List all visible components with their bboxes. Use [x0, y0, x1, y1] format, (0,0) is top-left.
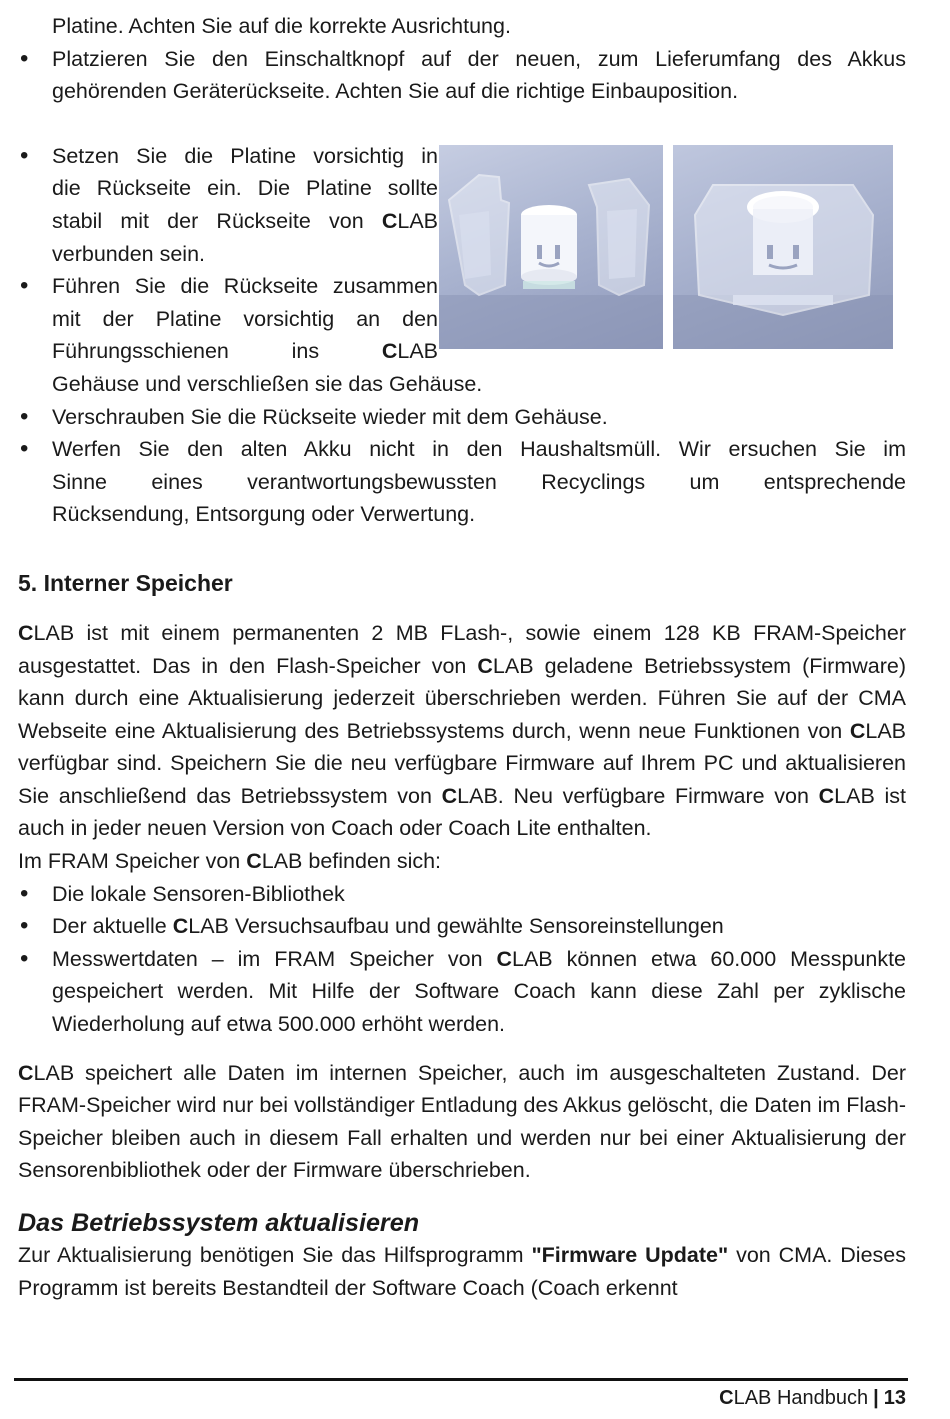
list-item-line: mit der Platine vorsichtig an den [52, 306, 438, 331]
intro-text: Platine. Achten Sie auf die korrekte Ausrichtung. [52, 14, 511, 38]
list-item [18, 401, 906, 434]
paragraph-text: LAB speichert alle Daten im internen Speicher, auch im ausgeschalteten Zustand. Der FRAM-Speicher wird nur bei vollständiger Entladung des Akkus gelöscht, die Daten im Flash-Speicher bleiben auch in diesem Fall erhalten und werden nur bei einer Aktualisierung der Sensorenbibliothek oder der Firmware überschrieben. [18, 1060, 906, 1183]
brand-rest: LAB [397, 208, 438, 233]
brand-c: C [477, 653, 493, 678]
brand-c: C [381, 208, 398, 233]
brand-rest: LAB [397, 339, 438, 364]
brand-c: C [18, 620, 34, 645]
bullet-icon [20, 270, 30, 303]
list-item-text-part: LAB können etwa 60.000 Messpunkte gespeichert werden. Mit Hilfe der Software Coach kann diese Zahl per zyklische Wiederholung auf etwa 500.000 erhöht werden. [52, 946, 906, 1037]
list-item [18, 140, 438, 270]
bullet-icon [20, 910, 30, 943]
list-item-line [52, 335, 438, 368]
paragraph-memory [18, 617, 906, 845]
footer-title: LAB Handbuch [733, 1387, 869, 1409]
list-item-line: gehörenden Geräterückseite. Achten Sie auf die richtige Einbauposition. [52, 79, 739, 104]
paragraph-text: Im FRAM Speicher von [18, 849, 247, 874]
list-item [18, 910, 906, 943]
list-item-text [52, 943, 906, 1041]
brand-c: C [172, 914, 189, 939]
list-item-line: Verschrauben Sie die Rückseite wieder mit dem Gehäuse. [52, 404, 608, 429]
list-item-text: Die lokale Sensoren-Bibliothek [52, 881, 345, 906]
paragraph-text: Zur Aktualisierung benötigen Sie das Hilfsprogramm [18, 1243, 532, 1267]
list-item-text-part: LAB Versuchsaufbau und gewählte Sensoreinstellungen [188, 914, 724, 939]
bullet-icon [20, 401, 30, 434]
brand-c: C [496, 946, 512, 971]
list-item-line: Rücksendung, Entsorgung oder Verwertung. [52, 502, 476, 527]
photo-button-assembled [673, 145, 893, 349]
bullet-icon [20, 943, 30, 976]
list-item-text-part: Der aktuelle [52, 914, 173, 939]
bullet-icon [20, 140, 30, 173]
spacer [18, 108, 906, 140]
brand-c: C [18, 1060, 34, 1085]
list-item [18, 943, 906, 1041]
list-item-line: Werfen Sie den alten Akku nicht in den Haushaltsmüll. Wir ersuchen Sie im [52, 437, 906, 462]
list-item-text: stabil mit der Rückseite von [52, 208, 382, 233]
paragraph-text: LAB ist mit einem permanenten 2 MB FLash-, sowie einem 128 KB FRAM-Speicher ausgestattet. Das in den Flash-Speicher von [18, 620, 906, 678]
list-item-line: verbunden sein. [52, 241, 205, 266]
bullet-icon [20, 43, 30, 76]
spacer [18, 1041, 906, 1057]
page-number: 13 [883, 1387, 906, 1409]
brand-c: C [441, 783, 458, 808]
spacer [18, 599, 906, 617]
photo-button-assembled-drawing [673, 145, 893, 349]
brand-c: C [246, 849, 262, 874]
bullet-icon [20, 878, 30, 911]
photo-row [439, 145, 894, 349]
spacer [18, 1187, 906, 1207]
list-item [18, 878, 906, 911]
paragraph-storage [18, 1057, 906, 1187]
section-heading: 5. Interner Speicher [18, 569, 233, 596]
paragraph-text: LAB ist auch in jeder neuen Version von Coach oder Coach Lite enthalten. [18, 783, 906, 841]
paragraph-text: LAB befinden sich: [261, 849, 442, 874]
list-item-text-part: Messwertdaten – im FRAM Speicher von [52, 946, 497, 971]
list-item-text [52, 910, 906, 943]
list-item [18, 433, 906, 531]
spacer [18, 531, 906, 567]
list-item-line: die Rückseite ein. Die Platine sollte [52, 176, 438, 201]
page-footer [719, 1384, 906, 1412]
paragraph-text: LAB verfügbar sind. Speichern Sie die neu verfügbare Firmware auf Ihrem PC und aktualisieren Sie anschließend das Betriebssystem von [18, 718, 906, 808]
footer-separator: | [873, 1387, 879, 1409]
brand-c: C [381, 339, 398, 364]
list-item-text: Führungsschienen ins [52, 339, 382, 364]
paragraph-text: von CMA. Dieses Programm ist bereits Bestandteil der Software Coach (Coach erkennt [18, 1243, 906, 1300]
paragraph-text: LAB. Neu verfügbare Firmware von [457, 783, 819, 808]
list-item-line: Platzieren Sie den Einschaltknopf auf der neuen, zum Lieferumfang des Akkus [52, 46, 906, 71]
list-item-line: Führen Sie die Rückseite zusammen [52, 274, 438, 299]
paragraph-text: LAB geladene Betriebssystem (Firmware) kann durch eine Aktualisierung jederzeit überschrieben werden. Führen Sie auf der CMA Webseite eine Aktualisierung des Betriebssystems durch, wenn neue Funktionen von [18, 653, 906, 743]
list-item-line: Sinne eines verantwortungsbewussten Recyclings um entsprechende [52, 469, 906, 494]
bullet-icon [20, 433, 30, 466]
brand-c: C [849, 718, 866, 743]
paragraph-update [18, 1239, 906, 1304]
intro-line [18, 10, 906, 43]
program-name: "Firmware Update" [531, 1243, 729, 1267]
bullet-list-top [18, 43, 906, 108]
fram-intro [18, 845, 906, 878]
subheading: Das Betriebssystem aktualisieren [18, 1209, 420, 1237]
list-item-line: Setzen Sie die Platine vorsichtig in [52, 143, 438, 168]
brand-c: C [719, 1387, 734, 1409]
fram-list [18, 878, 906, 1041]
list-item-line [52, 205, 438, 238]
footer-rule [14, 1378, 908, 1381]
list-item-line: Gehäuse und verschließen sie das Gehäuse. [52, 371, 483, 396]
list-item [18, 43, 906, 108]
photo-button-parts-drawing [439, 145, 663, 349]
photo-button-parts [439, 145, 663, 349]
brand-c: C [818, 783, 835, 808]
